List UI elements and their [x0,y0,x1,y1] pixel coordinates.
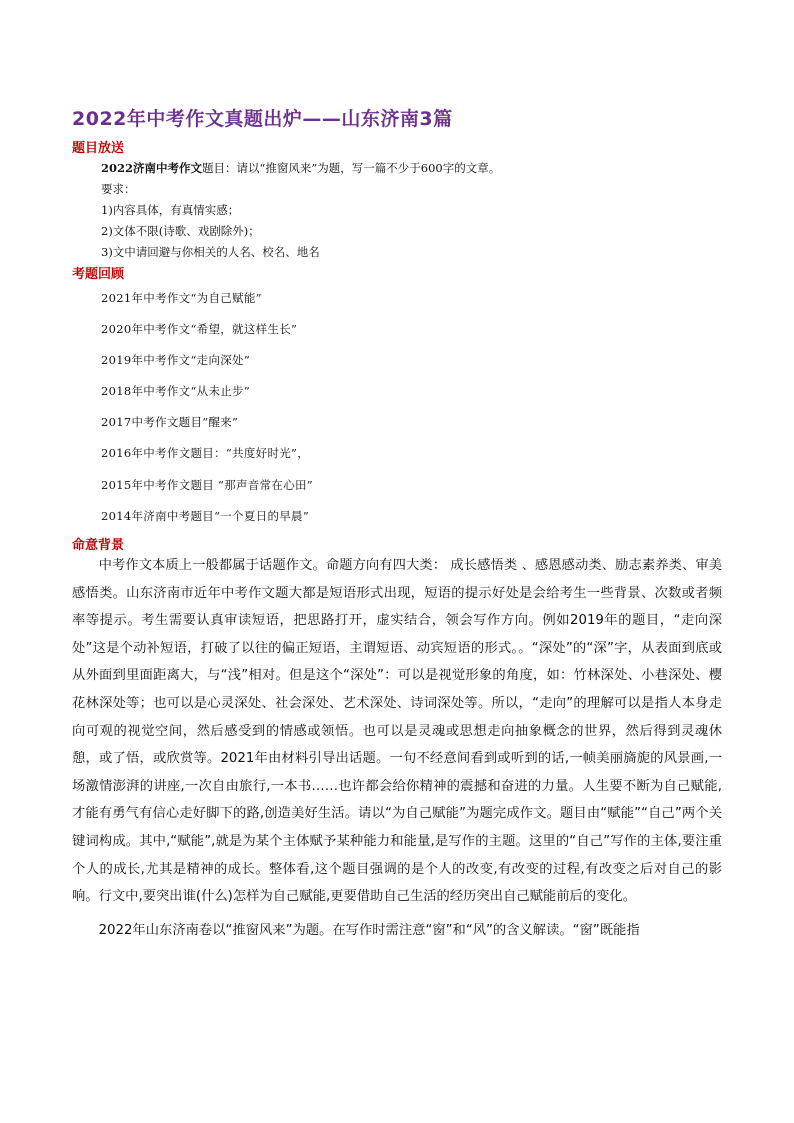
requirement-item: 1)内容具体，有真情实感； [101,203,240,217]
document-title: 2022年中考作文真题出炉——山东济南3篇 [72,108,453,130]
requirements-label: 要求： [101,182,136,196]
requirement-item: 2)文体不限(诗歌、戏剧除外)； [101,224,260,238]
review-item: 2016年中考作文题目：“共度好时光”， [101,446,310,460]
prompt-text [101,160,500,176]
background-paragraph: 中考作文本质上一般都属于话题作文。命题方向有四大类： 成长感悟类 、感恩感动类、励志素养类、审美感悟类。山东济南市近年中考作文题大都是短语形式出现，短语的提示好处是会给考生一些背景、次数或者频率等提示。考生需要认真审读短语，把思路打开，虚实结合，领会写作方向。例如2019年的题目，“走向深处”这是个动补短语，打破了以往的偏正短语，主谓短语、动宾短语的形式。。“深处”的“深”字，从表面到底或从外面到里面距离大，与“浅”相对。但是这个“深处”：可以是视觉形象的角度，如：竹林深处、小巷深处、樱花林深处等；也可以是心灵深处、社会深处、艺术深处、诗词深处等。所以，“走向”的理解可以是指人本身走向可观的视觉空间，然后感受到的情感或领悟。也可以是灵魂或思想走向抽象概念的世界，然后得到灵魂休憩，或了悟，或欣赏等。2021年由材料引导出话题。一句不经意间看到或听到的话,一帧美丽旖旎的风景画,一场激情澎湃的讲座,一次自由旅行,一本书……也许都会给你精神的震撼和奋进的力量。人生要不断为自己赋能,才能有勇气有信心走好脚下的路,创造美好生活。请以“为自己赋能”为题完成作文。题目由“赋能”“自己”两个关键词构成。其中,“赋能”,就是为某个主体赋予某种能力和能量,是写作的主题。这里的“自己”写作的主体,要注重个人的成长,尤其是精神的成长。整体看,这个题目强调的是个人的改变,有改变的过程,有改变之后对自己的影响。行文中,要突出谁(什么)怎样为自己赋能,更要借助自己生活的经历突出自己赋能前后的变化。 [72,558,722,905]
section-heading-review: 考题回顾 [72,267,125,282]
review-item: 2015年中考作文题目 “那声音常在心田” [101,478,313,492]
review-item: 2018年中考作文“从未止步” [101,384,251,398]
review-item: 2019年中考作文“走向深处” [101,353,251,367]
section-heading-background: 命意背景 [72,538,125,553]
review-item: 2014年济南中考题目“一个夏日的早晨” [101,509,310,523]
review-item: 2017中考作文题目“醒来” [101,415,239,429]
background-text [72,552,722,944]
prompt-body: 题目：请以“推窗风来”为题，写一篇不少于600字的文章。 [202,161,501,175]
background-paragraph: 2022年山东济南卷以“推窗风来”为题。在写作时需注意“窗”和“风”的含义解读。“窗”既能指 [98,922,640,938]
review-item: 2020年中考作文“希望，就这样生长” [101,322,298,336]
review-item: 2021年中考作文“为自己赋能” [101,291,262,305]
requirement-item: 3)文中请回避与你相关的人名、校名、地名 [101,245,320,259]
section-heading-prompt: 题目放送 [72,141,125,156]
prompt-lead: 2022济南中考作文 [101,161,203,175]
